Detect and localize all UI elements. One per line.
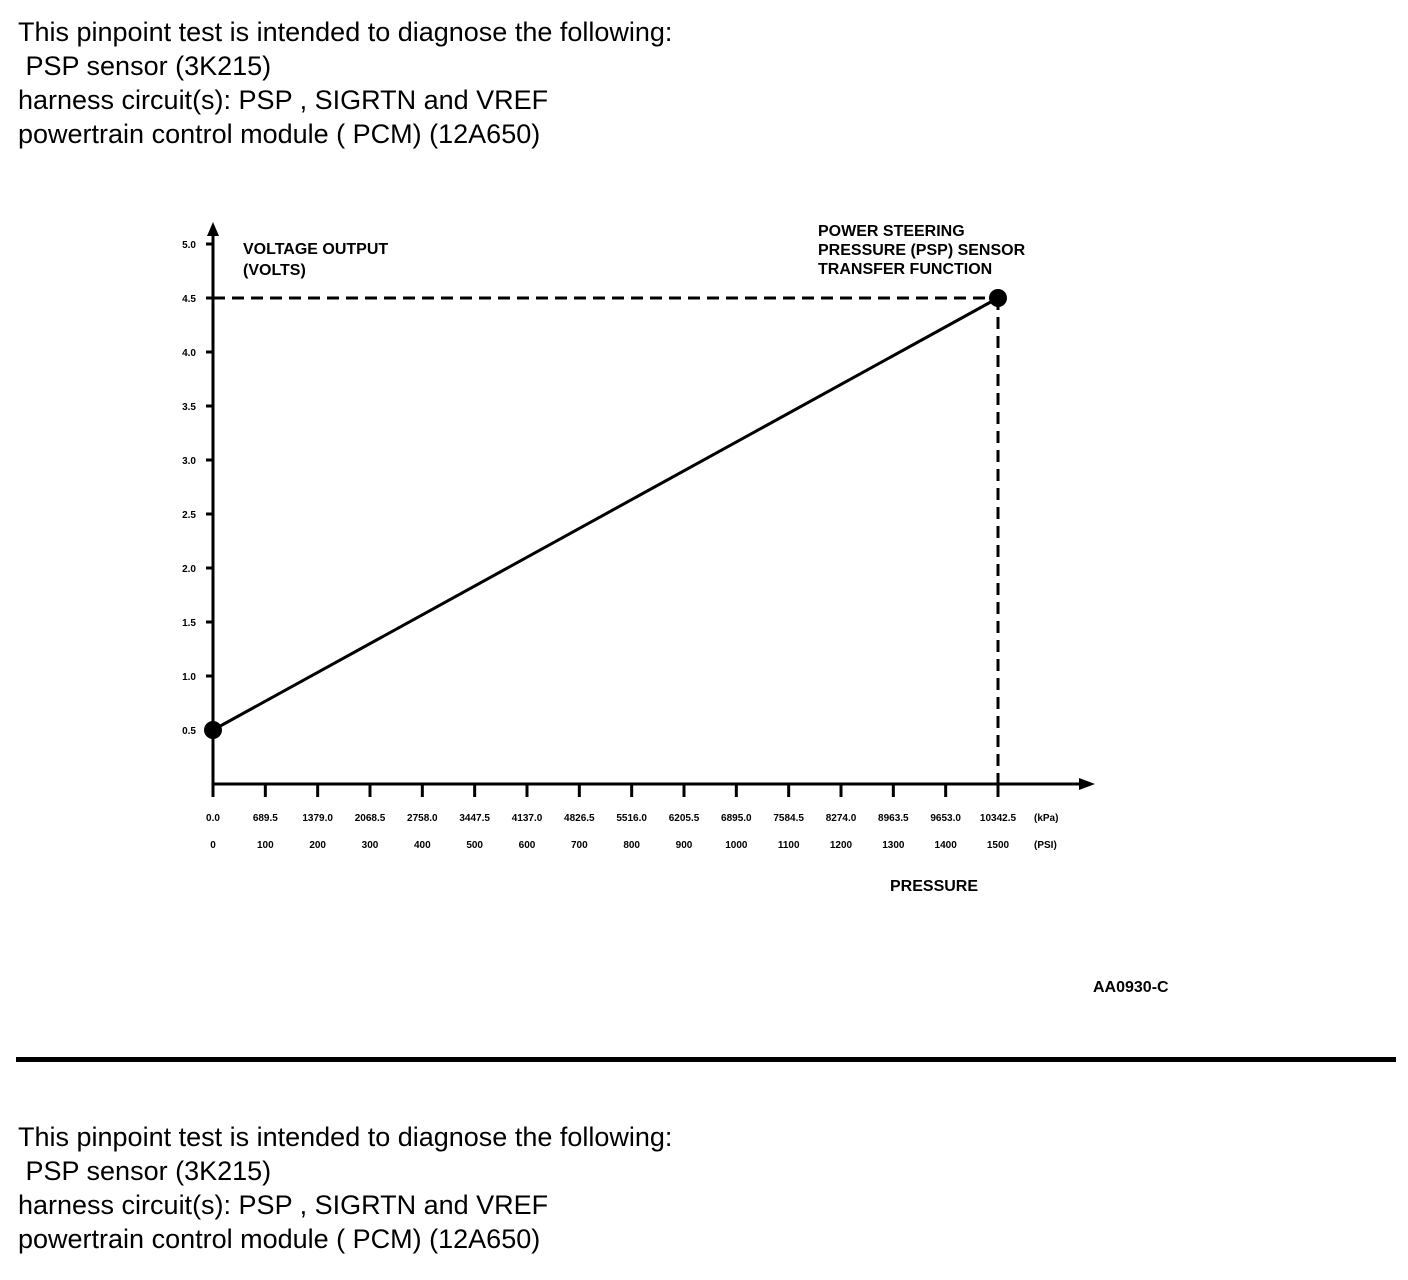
x-tick-label-kpa: 8963.5 [878, 813, 909, 824]
y-tick-label: 2.0 [182, 564, 196, 575]
x-tick-label-psi: 1400 [934, 840, 957, 851]
x-ticks [206, 784, 1058, 851]
x-tick-label-kpa: 6895.0 [721, 813, 752, 824]
y-tick-label: 3.0 [182, 456, 196, 467]
x-tick-label-psi: 1100 [777, 840, 800, 851]
x-tick-label-kpa: 10342.5 [979, 813, 1017, 824]
y-axis-label-line-2: (VOLTS) [243, 262, 306, 279]
x-axis-label: PRESSURE [890, 878, 979, 895]
y-tick-label: 4.0 [182, 348, 196, 359]
x-tick-label-kpa: 4826.5 [564, 813, 595, 824]
x-tick-label-kpa: 6205.5 [668, 813, 700, 824]
x-tick-label-psi: 1300 [882, 840, 905, 851]
x-tick-label-psi: 900 [675, 840, 693, 851]
y-tick-label: 1.0 [182, 672, 196, 683]
x-tick-label-kpa: 2068.5 [354, 813, 386, 824]
x-axis-arrow-icon [1079, 778, 1095, 790]
x-tick-label-psi: 1500 [986, 840, 1010, 851]
x-tick-label-psi: 1200 [829, 840, 853, 851]
y-tick-label: 1.5 [182, 618, 196, 629]
x-tick-label-psi: 200 [309, 840, 327, 851]
x-tick-label-psi: 500 [466, 840, 484, 851]
x-tick-label-kpa: 9653.0 [930, 813, 961, 824]
intro-line-2: PSP sensor (3K215) [18, 1156, 272, 1186]
y-tick-label: 0.5 [182, 726, 196, 737]
intro-line-1: This pinpoint test is intended to diagnose the following: [18, 1122, 673, 1152]
x-tick-label-kpa: 4137.0 [511, 813, 543, 824]
series-line [213, 298, 998, 730]
figure-id: AA0930-C [1093, 979, 1169, 996]
section-divider [16, 1057, 1396, 1062]
x-tick-label-psi: 600 [518, 840, 536, 851]
x-tick-label-kpa: 1379.0 [302, 813, 333, 824]
data-point [204, 721, 222, 739]
y-tick-label: 5.0 [182, 240, 196, 251]
x-tick-label-psi: 400 [413, 840, 431, 851]
x-tick-label-psi: 800 [623, 840, 641, 851]
y-axis-label-line-1: VOLTAGE OUTPUT [243, 241, 389, 258]
intro-line-4: powertrain control module ( PCM) (12A650) [18, 119, 541, 149]
y-tick-label: 2.5 [182, 510, 196, 521]
x-tick-label-psi: 700 [570, 840, 588, 851]
intro-text-bottom [18, 1120, 672, 1256]
x-tick-label-kpa: 8274.0 [825, 813, 857, 824]
series-group [204, 289, 1007, 739]
chart-title-line-3: TRANSFER FUNCTION [818, 261, 993, 278]
x-tick-label-psi: 1000 [725, 840, 748, 851]
chart-title-line-2: PRESSURE (PSP) SENSOR [818, 242, 1026, 259]
x-unit-kpa: (kPa) [1034, 813, 1059, 824]
y-ticks [182, 240, 213, 737]
intro-line-4: powertrain control module ( PCM) (12A650) [18, 1224, 541, 1254]
intro-line-1: This pinpoint test is intended to diagnose the following: [18, 17, 673, 47]
intro-line-3: harness circuit(s): PSP , SIGRTN and VREF [18, 1190, 549, 1220]
x-tick-label-kpa: 689.5 [252, 813, 278, 824]
x-tick-label-psi: 100 [256, 840, 274, 851]
x-tick-label-kpa: 7584.5 [773, 813, 804, 824]
x-tick-label-kpa: 0.0 [206, 813, 220, 824]
x-tick-label-psi: 300 [361, 840, 379, 851]
x-unit-psi: (PSI) [1034, 840, 1057, 851]
x-tick-label-psi: 0 [210, 840, 216, 851]
intro-line-2: PSP sensor (3K215) [18, 51, 272, 81]
chart-title-line-1: POWER STEERING [818, 223, 965, 240]
reference-lines [213, 298, 998, 784]
data-point [989, 289, 1007, 307]
x-tick-label-kpa: 3447.5 [459, 813, 490, 824]
x-tick-label-kpa: 5516.0 [616, 813, 647, 824]
y-tick-label: 3.5 [182, 402, 196, 413]
intro-line-3: harness circuit(s): PSP , SIGRTN and VREF [18, 85, 549, 115]
y-tick-label: 4.5 [182, 294, 196, 305]
y-axis-arrow-icon [207, 222, 219, 236]
x-tick-label-kpa: 2758.0 [407, 813, 438, 824]
